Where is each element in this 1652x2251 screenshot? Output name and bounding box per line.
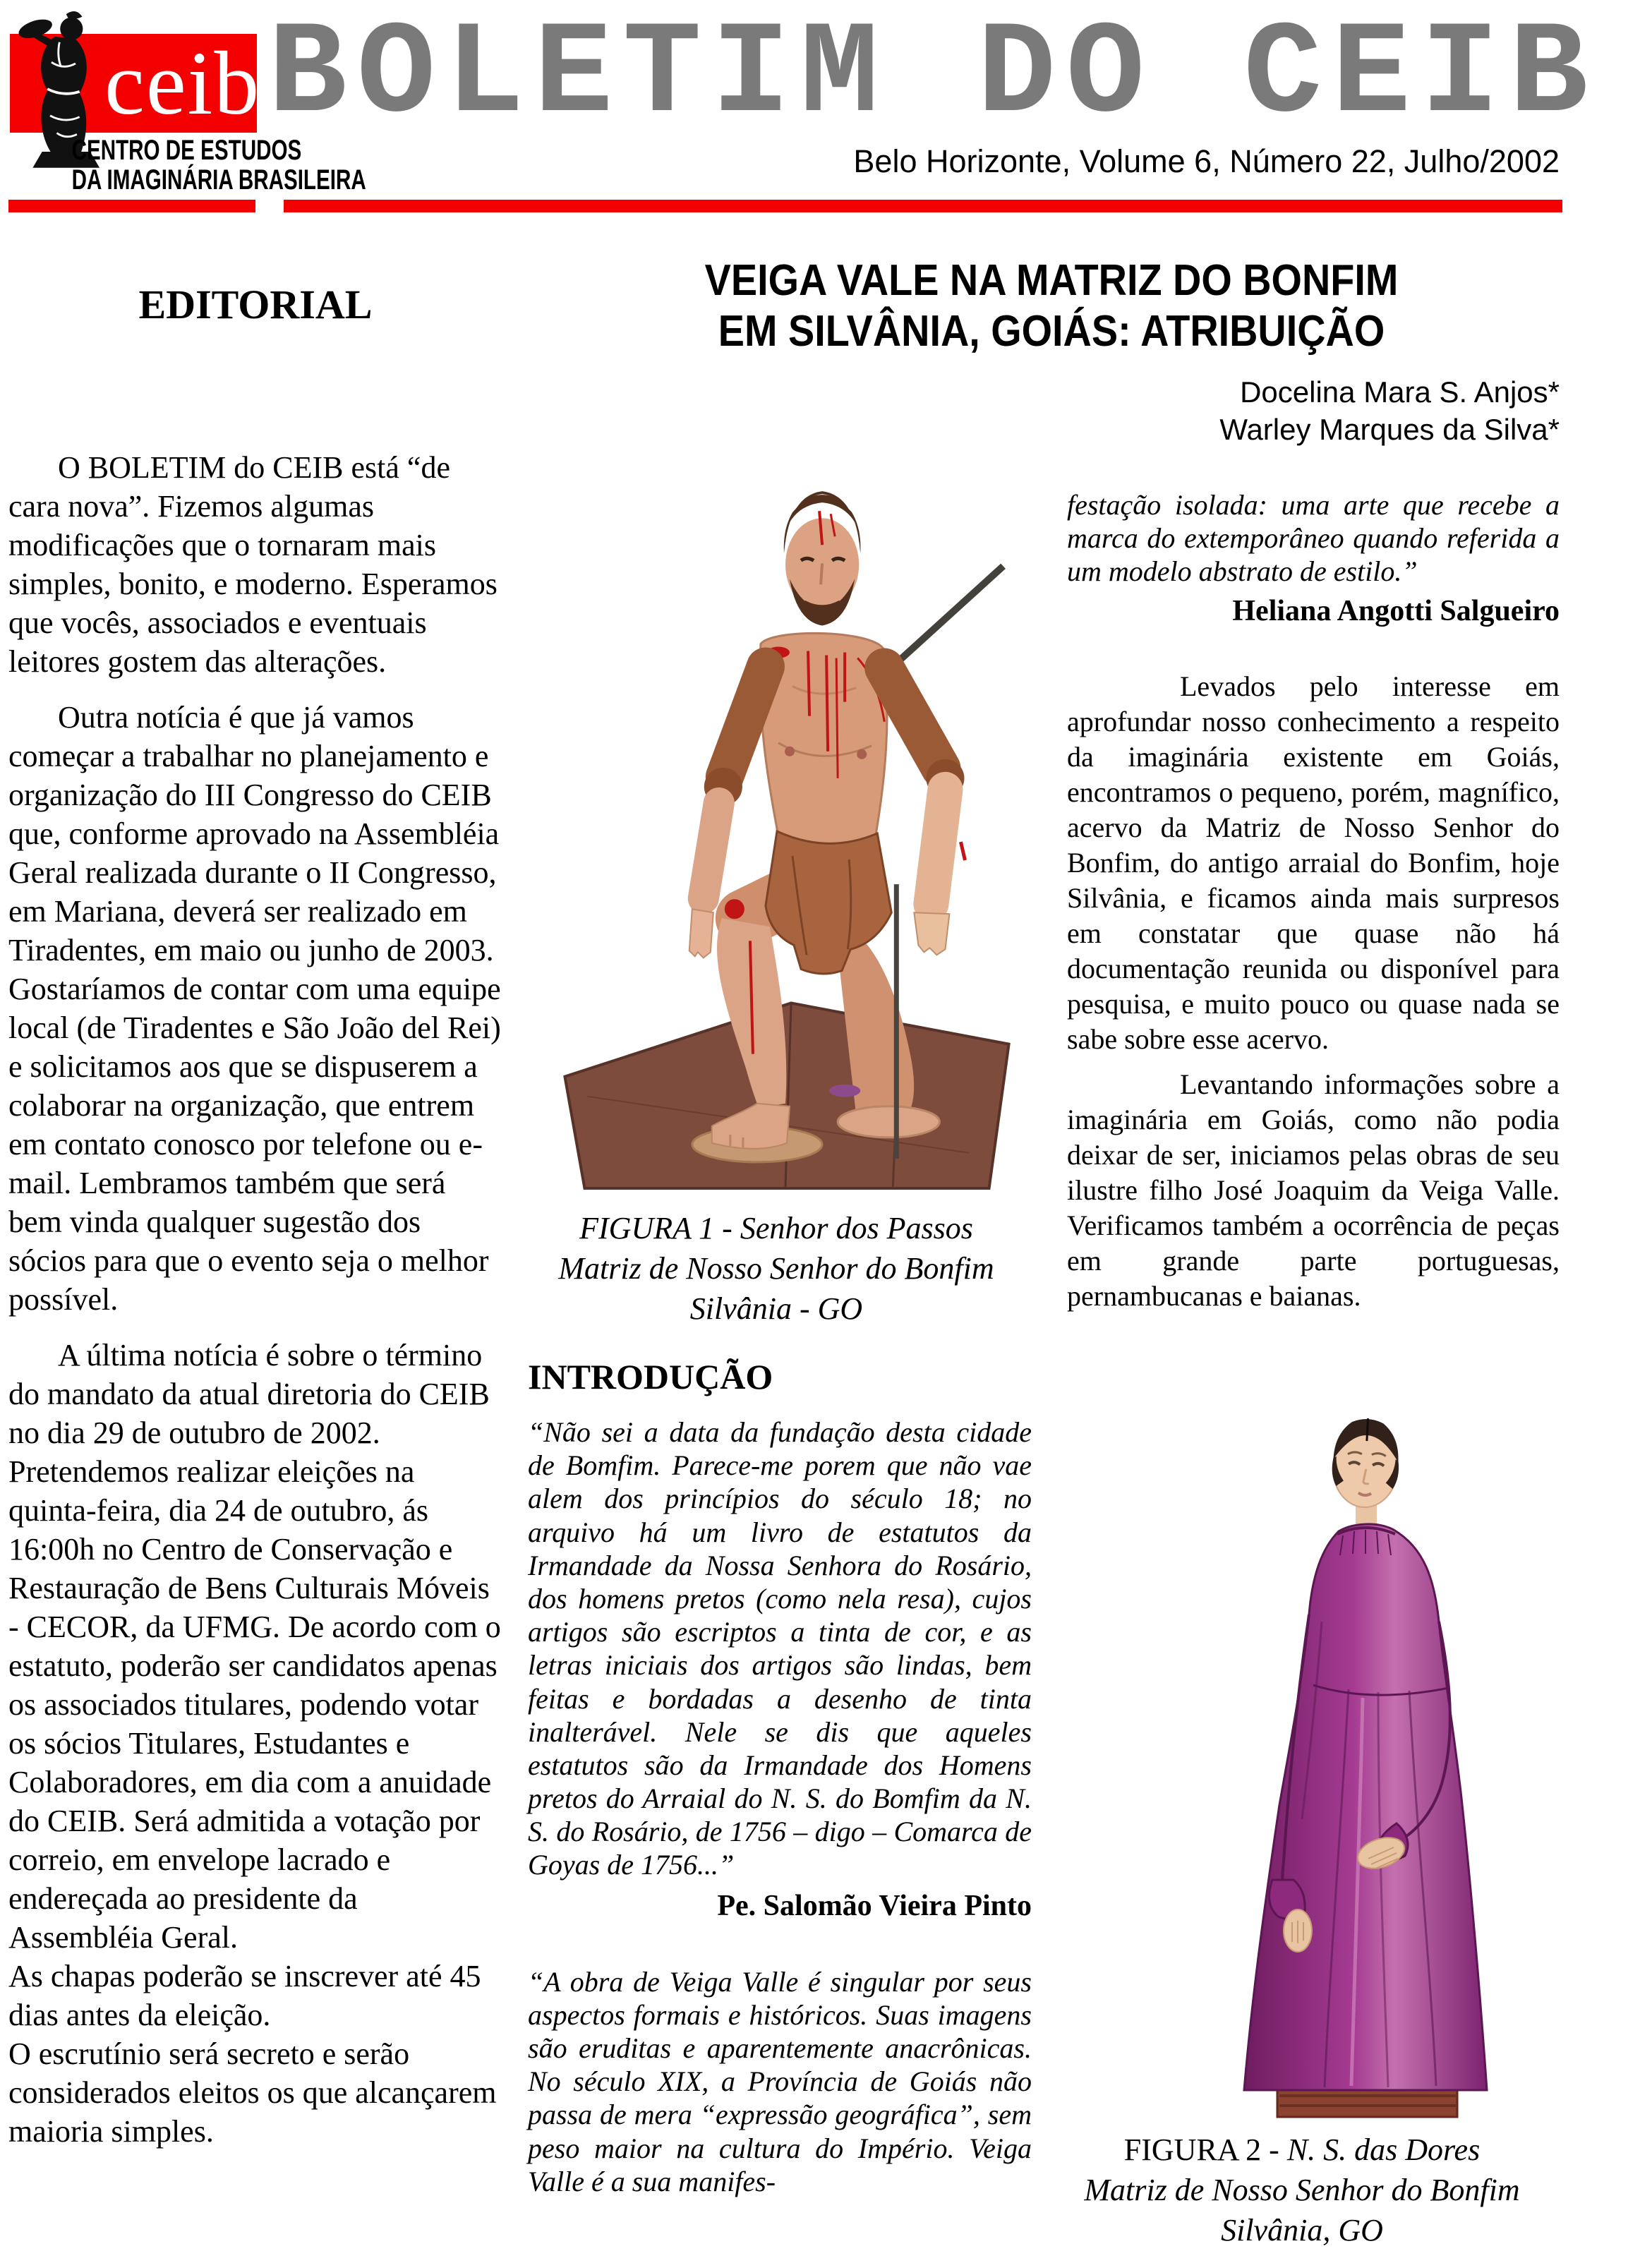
editorial-heading: EDITORIAL	[138, 282, 373, 327]
red-divider-right	[284, 200, 1562, 212]
figure2-ns-das-dores-photo	[1150, 1382, 1581, 2123]
ceib-logo-org-name	[71, 135, 366, 195]
introduction-heading: INTRODUÇÃO	[528, 1357, 773, 1396]
article-paragraph: Levados pelo interesse em aprofundar nosso conhecimento a respeito da imaginária existente em Goiás, encontramos o pequeno, porém, magnífico, acervo da Matriz de Nosso Senhor do Bonfim, do antigo arraial do Bonfim, hoje Silvânia, e ficamos ainda mais surpresos em constatar que quase não há documentação reunida ou disponível para pesquisa, e muito pouco ou quase nada se sabe sobre esse acervo.	[1067, 670, 1560, 1055]
newsletter-title: BOLETIM DO CEIB	[268, 1, 1598, 150]
article-title-line2: EM SILVÂNIA, GOIÁS: ATRIBUIÇÃO	[718, 306, 1385, 356]
article-body-column	[1067, 488, 1560, 1324]
introduction-column	[528, 1356, 1032, 2198]
author-name: Docelina Mara S. Anjos*	[1240, 375, 1560, 409]
author-name: Warley Marques da Silva*	[1219, 412, 1560, 446]
figure2-caption-line1	[1044, 2130, 1560, 2170]
figure2-caption-line3: Silvânia, GO	[1221, 2213, 1383, 2248]
quote2-continuation: festação isolada: uma arte que recebe a marca do extemporâneo quando referida a um modelo abstrato de estilo.”	[1067, 489, 1560, 588]
article-title	[658, 255, 1445, 357]
editorial-paragraph: As chapas poderão se inscrever até 45 dias antes da eleição.	[8, 1959, 481, 2032]
figure1-caption	[519, 1208, 1034, 1329]
article-title-line1: VEIGA VALE NA MATRIZ DO BONFIM	[704, 256, 1399, 305]
figure1-caption-line1: FIGURA 1 - Senhor dos Passos	[579, 1211, 973, 1245]
article-authors	[1066, 374, 1560, 448]
editorial-paragraph: O BOLETIM do CEIB está “de cara nova”. Fizemos algumas modificações que o tornaram mais simples, bonito, e moderno. Esperamos que vocês, associados e eventuais leitores gostem das alterações.	[8, 450, 498, 679]
ceib-logo-org-line2: DA IMAGINÁRIA BRASILEIRA	[71, 164, 366, 195]
editorial-column	[8, 281, 502, 2151]
red-divider-left	[8, 200, 255, 212]
ceib-logo-org-line1: CENTRO DE ESTUDOS	[71, 135, 302, 166]
editorial-paragraph: O escrutínio será secreto e serão considerados eleitos os que alcançarem maioria simples.	[8, 2036, 497, 2149]
figure2-caption-prefix: FIGURA 2 -	[1123, 2132, 1287, 2167]
editorial-paragraph: Outra notícia é que já vamos começar a trabalhar no planejamento e organização do III Congresso do CEIB que, conforme aprovado na Assembléia Geral realizada durante o II Congresso, em Mariana, deverá ser realizado em Tiradentes, em maio ou junho de 2003. Gostaríamos de contar com uma equipe local (de Tiradentes e São João del Rei) e solicitamos aos que se dispuserem a colaborar na organização, que entrem em contato conosco por telefone ou e-mail. Lembramos também que será bem vinda qualquer sugestão dos sócios para que o evento seja o melhor possível.	[8, 700, 501, 1317]
figure1-caption-line2: Matriz de Nosso Senhor do Bonfim	[558, 1251, 994, 1286]
figure2-caption-name: N. S. das Dores	[1286, 2132, 1481, 2167]
figure2-caption-line2: Matriz de Nosso Senhor do Bonfim	[1084, 2173, 1520, 2208]
figure2-caption	[1044, 2130, 1560, 2251]
figure1-senhor-dos-passos-photo	[545, 446, 1019, 1195]
article-paragraph: Levantando informações sobre a imaginária em Goiás, como não podia deixar de ser, iniciamos pelas obras de seu ilustre filho José Joaquim da Veiga Valle. Verificamos também a ocorrência de peças em grande parte portuguesas, pernambucanas e baianas.	[1067, 1068, 1560, 1312]
quote1-attribution: Pe. Salomão Vieira Pinto	[717, 1889, 1032, 1922]
introduction-quote2: “A obra de Veiga Valle é singular por seus aspectos formais e históricos. Suas imagens são eruditas e aparentemente anacrônicas. No século XIX, a Província de Goiás não passa de mera “expressão geográfica”, sem peso maior na cultura do Império. Veiga Valle é a sua manifes-	[528, 1965, 1032, 2197]
issue-line: Belo Horizonte, Volume 6, Número 22, Julho/2002	[853, 143, 1560, 179]
introduction-quote1: “Não sei a data da fundação desta cidade de Bomfim. Parece-me porem que não vae alem dos princípios do século 18; no arquivo há um livro de estatutos da Irmandade da Nossa Senhora do Rosário, dos homens pretos (como nela resa), cujos artigos são escriptos a tinta de cor, e as letras iniciais dos artigos são lindas, bem feitas e bordadas a desenho de tinta inalterável. Nele se dis que aqueles estatutos são da Irmandade dos Homens pretos do Arraial do N. S. do Bomfim da N. S. do Rosário, de 1756 – digo – Comarca de Goyas de 1756...”	[528, 1416, 1032, 1881]
ceib-logo-acronym: ceib	[104, 33, 261, 133]
editorial-paragraph: A última notícia é sobre o término do mandato da atual diretoria do CEIB no dia 29 de outubro de 2002. Pretendemos realizar eleições na quinta-feira, dia 24 de outubro, ás 16:00h no Centro de Conservação e Restauração de Bens Culturais Móveis - CECOR, da UFMG. De acordo com o estatuto, poderão ser candidatos apenas os associados titulares, podendo votar os sócios Titulares, Estudantes e Colaboradores, em dia com a anuidade do CEIB. Será admitida a votação por correio, em envelope lacrado e endereçada ao presidente da Assembléia Geral.	[8, 1338, 501, 1955]
ceib-logo	[6, 4, 366, 195]
quote2-attribution: Heliana Angotti Salgueiro	[1232, 594, 1560, 627]
figure1-caption-line3: Silvânia - GO	[689, 1291, 863, 1327]
